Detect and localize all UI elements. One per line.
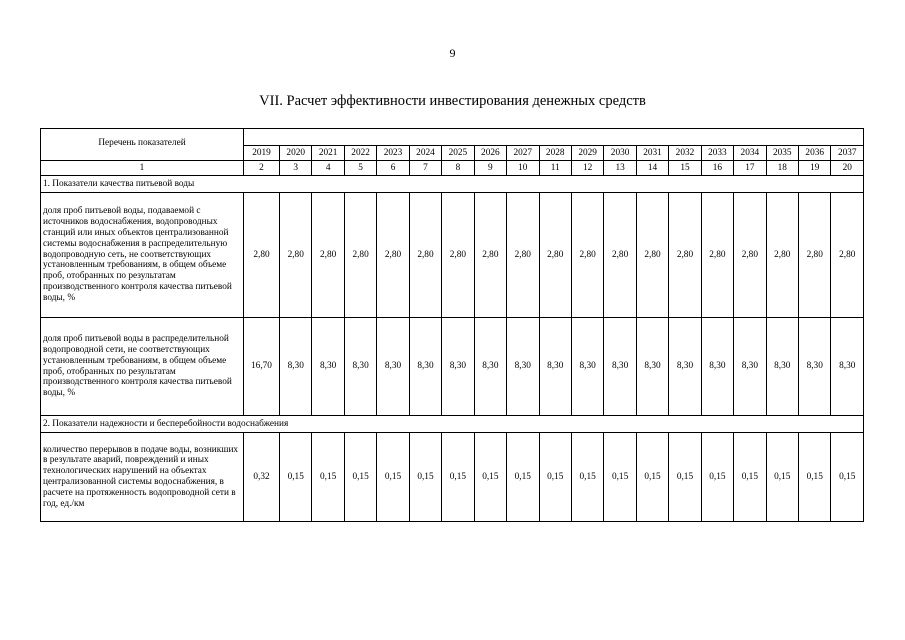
column-number-cell: 5 (344, 161, 376, 176)
year-header-cell: 2033 (701, 146, 733, 161)
value-cell: 8,30 (604, 318, 636, 416)
section-heading-row (41, 176, 864, 193)
value-cell: 0,15 (766, 433, 798, 522)
value-cell: 2,80 (799, 193, 831, 318)
indicator-name-cell: доля проб питьевой воды, подаваемой с источников водоснабжения, водопроводных станций или иных объектов централизованной системы водоснабжения в распределительную водопроводную сеть, не соответствующих установленным требованиям, в общем объеме проб, отобранных по результатам производственного контроля качества питьевой воды, % (41, 193, 244, 318)
value-cell: 0,32 (244, 433, 280, 522)
value-cell: 8,30 (344, 318, 376, 416)
column-number-cell: 3 (280, 161, 312, 176)
value-cell: 2,80 (312, 193, 344, 318)
year-header-cell: 2029 (571, 146, 603, 161)
year-header-cell: 2031 (636, 146, 668, 161)
column-number-cell: 2 (244, 161, 280, 176)
value-cell: 2,80 (539, 193, 571, 318)
value-cell: 8,30 (474, 318, 506, 416)
year-header-cell: 2027 (507, 146, 539, 161)
value-cell: 8,30 (442, 318, 474, 416)
value-cell: 0,15 (344, 433, 376, 522)
value-cell: 2,80 (669, 193, 701, 318)
value-cell: 2,80 (344, 193, 376, 318)
year-header-cell: 2032 (669, 146, 701, 161)
value-cell: 8,30 (571, 318, 603, 416)
column-number-cell: 14 (636, 161, 668, 176)
value-cell: 0,15 (571, 433, 603, 522)
year-header-cell: 2019 (244, 146, 280, 161)
investment-efficiency-table (40, 128, 864, 522)
year-header-cell: 2036 (799, 146, 831, 161)
column-number-cell: 7 (409, 161, 441, 176)
value-cell: 0,15 (507, 433, 539, 522)
value-cell: 8,30 (539, 318, 571, 416)
year-header-cell: 2020 (280, 146, 312, 161)
value-cell: 8,30 (734, 318, 766, 416)
value-cell: 8,30 (799, 318, 831, 416)
year-header-cell: 2025 (442, 146, 474, 161)
value-cell: 0,15 (734, 433, 766, 522)
value-cell: 2,80 (636, 193, 668, 318)
value-cell: 2,80 (701, 193, 733, 318)
table-row (41, 433, 864, 522)
value-cell: 0,15 (442, 433, 474, 522)
header-spacer (244, 129, 864, 146)
column-number-cell: 8 (442, 161, 474, 176)
column-number-cell: 17 (734, 161, 766, 176)
value-cell: 0,15 (474, 433, 506, 522)
value-cell: 8,30 (831, 318, 864, 416)
year-header-cell: 2026 (474, 146, 506, 161)
column-number-cell: 13 (604, 161, 636, 176)
value-cell: 8,30 (409, 318, 441, 416)
column-number-cell: 12 (571, 161, 603, 176)
column-number-cell: 9 (474, 161, 506, 176)
value-cell: 0,15 (409, 433, 441, 522)
section-title: 1. Показатели качества питьевой воды (41, 176, 864, 193)
column-number-cell: 19 (799, 161, 831, 176)
section-heading-row (41, 416, 864, 433)
year-header-cell: 2037 (831, 146, 864, 161)
value-cell: 0,15 (669, 433, 701, 522)
value-cell: 2,80 (409, 193, 441, 318)
column-numbering-row (41, 161, 864, 176)
value-cell: 8,30 (377, 318, 409, 416)
year-header-cell: 2035 (766, 146, 798, 161)
indicator-name-cell: количество перерывов в подаче воды, возникших в результате аварий, повреждений и иных технологических нарушений на объектах централизованной системы водоснабжения, в расчете на протяженность водопроводной сети в год, ед./км (41, 433, 244, 522)
value-cell: 2,80 (507, 193, 539, 318)
column-number-cell: 18 (766, 161, 798, 176)
column-number-cell: 15 (669, 161, 701, 176)
value-cell: 2,80 (571, 193, 603, 318)
value-cell: 8,30 (766, 318, 798, 416)
value-cell: 0,15 (539, 433, 571, 522)
value-cell: 0,15 (312, 433, 344, 522)
indicator-column-header: Перечень показателей (41, 129, 244, 161)
table-row (41, 193, 864, 318)
section-title: 2. Показатели надежности и бесперебойности водоснабжения (41, 416, 864, 433)
value-cell: 0,15 (604, 433, 636, 522)
value-cell: 2,80 (442, 193, 474, 318)
page-title: VII. Расчет эффективности инвестирования денежных средств (259, 93, 646, 109)
value-cell: 0,15 (280, 433, 312, 522)
year-header-cell: 2023 (377, 146, 409, 161)
value-cell: 2,80 (377, 193, 409, 318)
column-number-cell: 20 (831, 161, 864, 176)
value-cell: 2,80 (734, 193, 766, 318)
year-header-cell: 2022 (344, 146, 376, 161)
value-cell: 0,15 (701, 433, 733, 522)
value-cell: 8,30 (280, 318, 312, 416)
column-number-cell: 11 (539, 161, 571, 176)
column-number-cell: 10 (507, 161, 539, 176)
value-cell: 8,30 (701, 318, 733, 416)
table-row (41, 318, 864, 416)
value-cell: 8,30 (507, 318, 539, 416)
page-number: 9 (449, 46, 456, 60)
table-header-top (41, 129, 864, 146)
value-cell: 0,15 (831, 433, 864, 522)
year-header-cell: 2034 (734, 146, 766, 161)
value-cell: 0,15 (377, 433, 409, 522)
year-header-cell: 2024 (409, 146, 441, 161)
column-number-cell: 1 (41, 161, 244, 176)
value-cell: 8,30 (669, 318, 701, 416)
column-number-cell: 6 (377, 161, 409, 176)
column-number-cell: 16 (701, 161, 733, 176)
value-cell: 2,80 (474, 193, 506, 318)
value-cell: 2,80 (831, 193, 864, 318)
column-number-cell: 4 (312, 161, 344, 176)
value-cell: 8,30 (312, 318, 344, 416)
year-header-cell: 2030 (604, 146, 636, 161)
value-cell: 0,15 (799, 433, 831, 522)
year-header-cell: 2028 (539, 146, 571, 161)
value-cell: 2,80 (604, 193, 636, 318)
indicator-name-cell: доля проб питьевой воды в распределительной водопроводной сети, не соответствующих установленным требованиям, в общем объеме проб, отобранных по результатам производственного контроля качества питьевой воды, % (41, 318, 244, 416)
value-cell: 0,15 (636, 433, 668, 522)
value-cell: 2,80 (280, 193, 312, 318)
value-cell: 16,70 (244, 318, 280, 416)
year-header-cell: 2021 (312, 146, 344, 161)
value-cell: 2,80 (766, 193, 798, 318)
value-cell: 8,30 (636, 318, 668, 416)
value-cell: 2,80 (244, 193, 280, 318)
